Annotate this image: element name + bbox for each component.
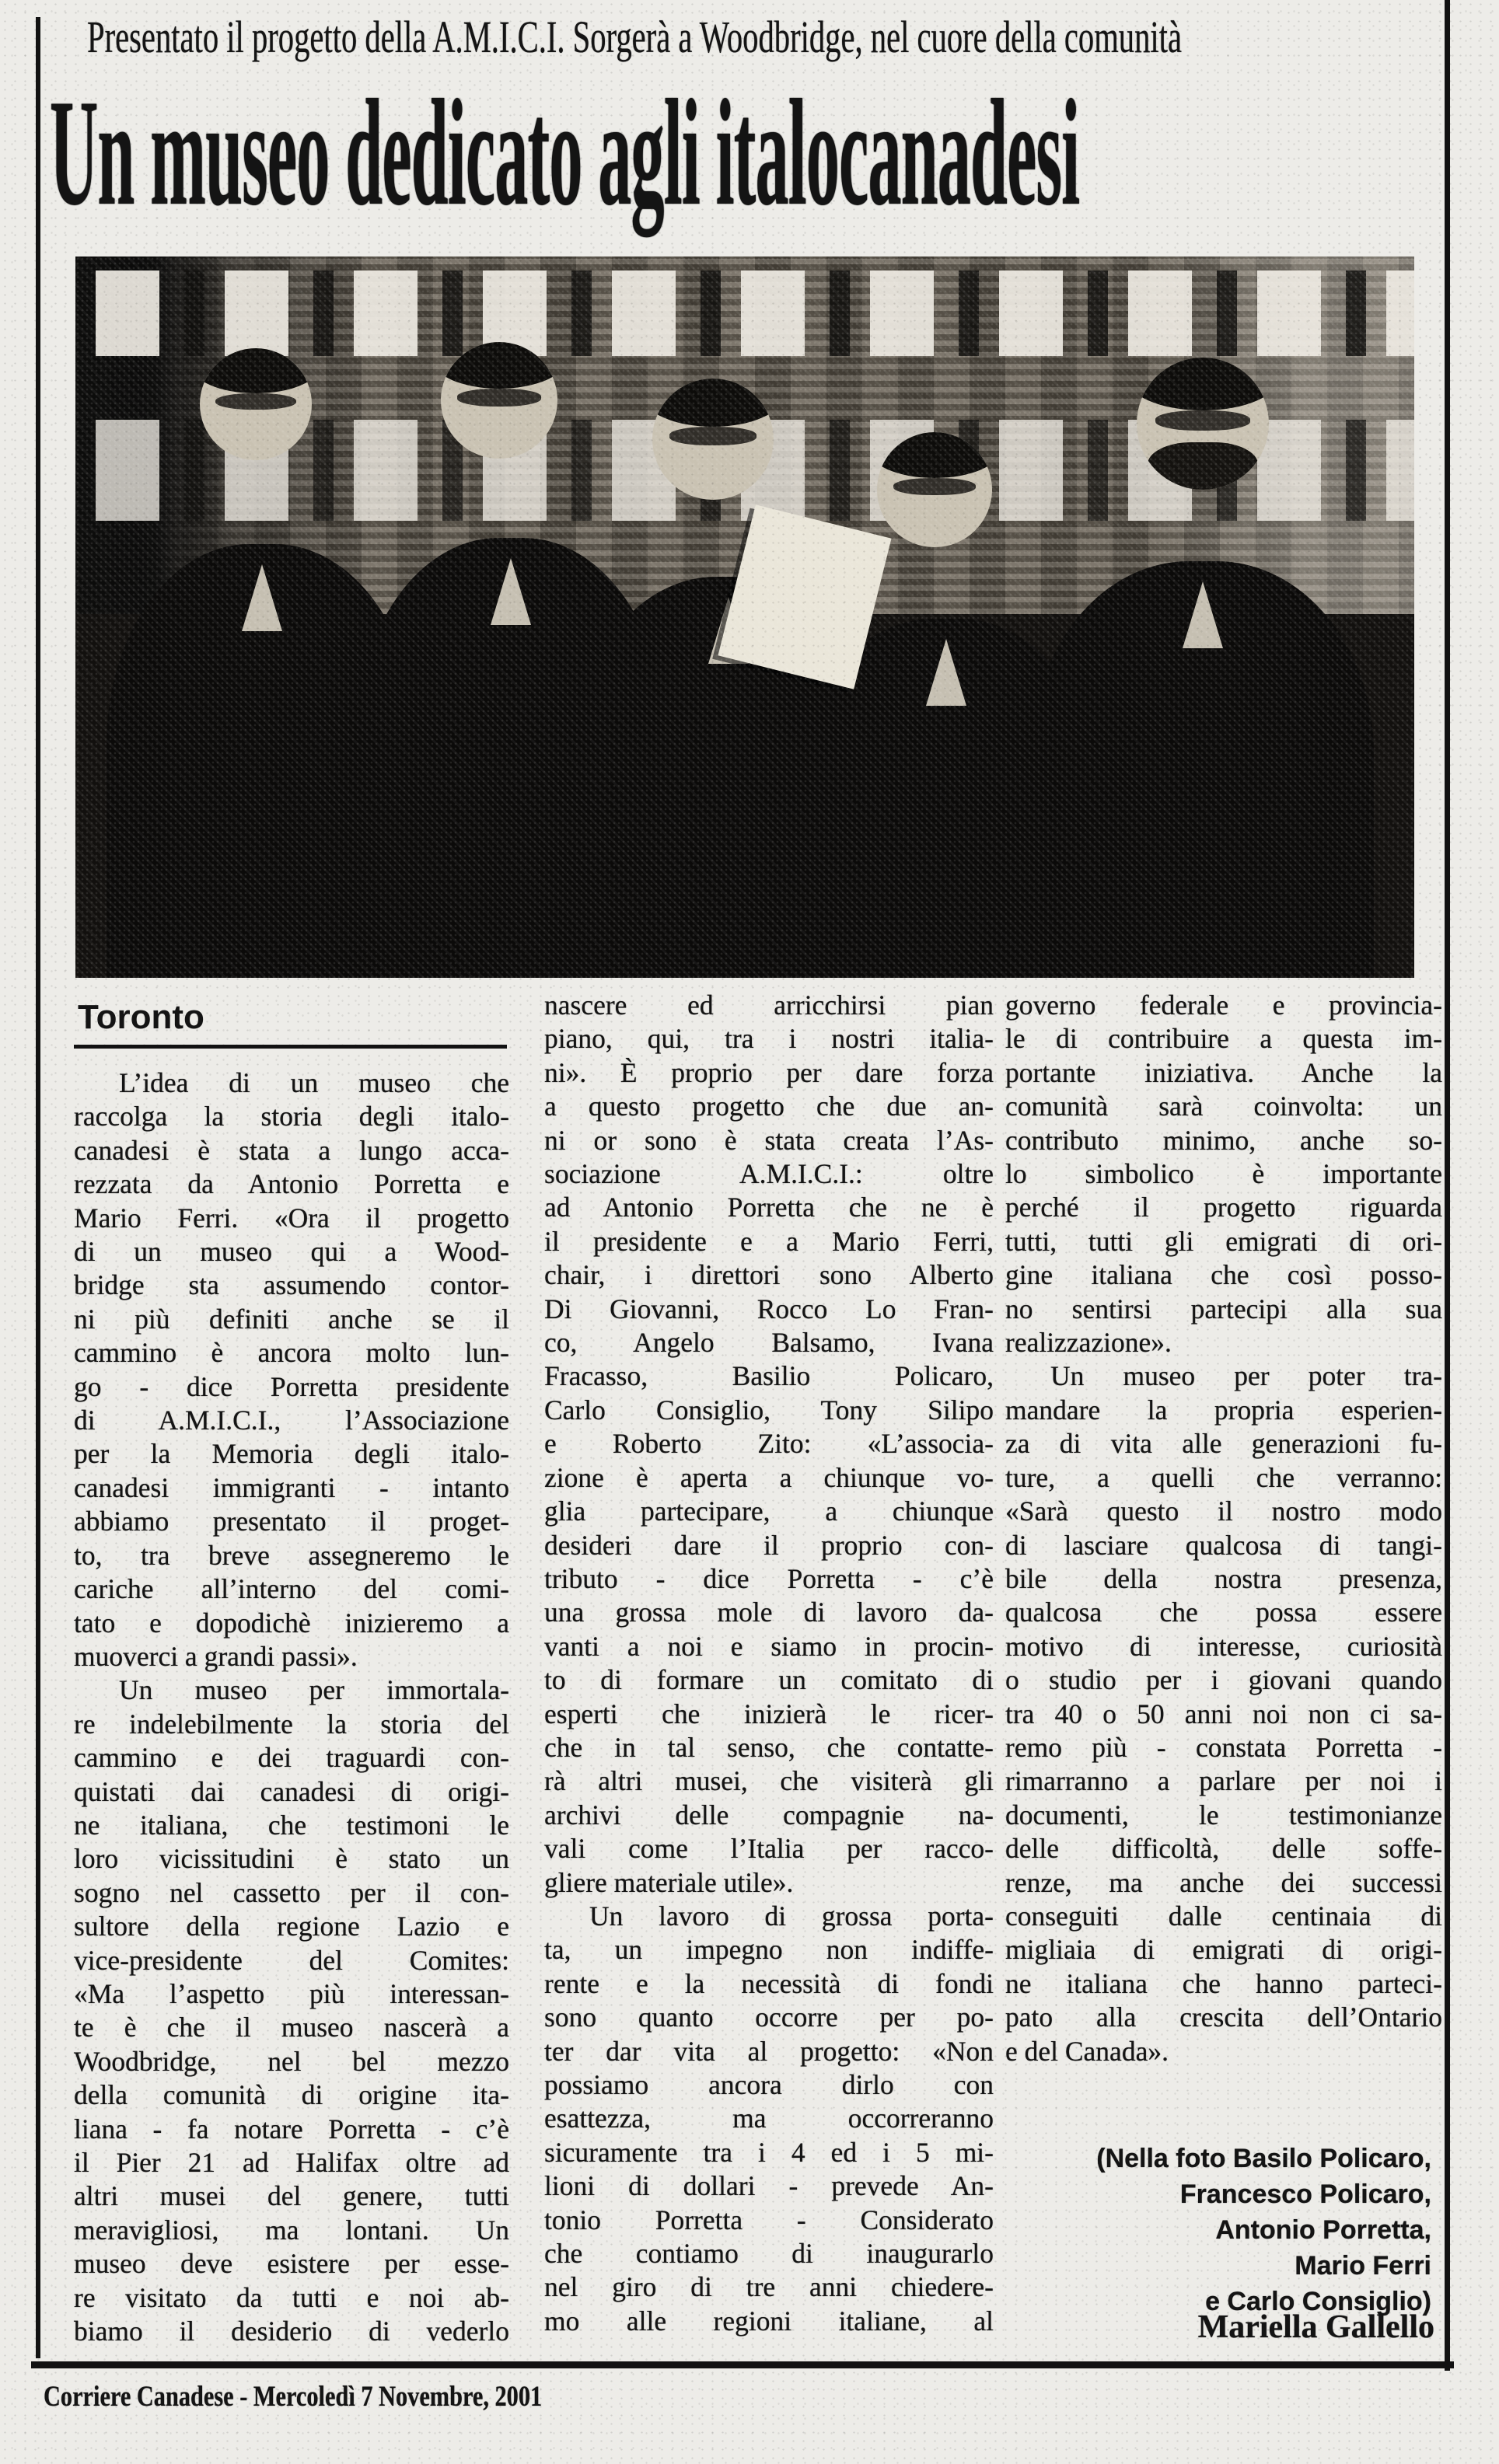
article-column-2 bbox=[544, 989, 994, 2338]
photo-caption bbox=[1005, 2141, 1431, 2319]
text-line: o studio per i giovani quando bbox=[1005, 1664, 1442, 1696]
text-line: tributo - dice Porretta - c’è bbox=[544, 1562, 994, 1594]
text-line: altri musei del genere, tutti bbox=[74, 2180, 509, 2212]
dateline-rule bbox=[74, 1045, 507, 1049]
text-line: rente e la necessità di fondi bbox=[544, 1967, 994, 1999]
text-line: canadesi immigranti - intanto bbox=[74, 1471, 509, 1503]
text-line: desideri dare il proprio con- bbox=[544, 1529, 994, 1561]
text-line: te è che il museo nascerà a bbox=[74, 2012, 509, 2043]
text-line: Un museo per poter tra- bbox=[1050, 1360, 1442, 1392]
text-line: canadesi è stata a lungo acca- bbox=[74, 1134, 509, 1166]
text-line: Di Giovanni, Rocco Lo Fran- bbox=[544, 1293, 994, 1324]
text-line: conseguiti dalle centinaia di bbox=[1005, 1900, 1442, 1932]
text-line: che contiamo di inaugurarlo bbox=[544, 2238, 994, 2270]
newspaper-footer: Corriere Canadese - Mercoledì 7 Novembre, 2001 bbox=[44, 2381, 543, 2413]
text-line: chair, i direttori sono Alberto bbox=[544, 1259, 994, 1291]
left-margin-rule bbox=[36, 17, 40, 2358]
caption-line: Mario Ferri bbox=[1295, 2251, 1431, 2281]
text-line: vice-presidente del Comites: bbox=[74, 1944, 509, 1976]
text-line: tonio Porretta - Considerato bbox=[544, 2204, 994, 2235]
text-line: L’idea di un museo che bbox=[119, 1067, 509, 1098]
eyes bbox=[893, 478, 977, 495]
hair bbox=[1137, 358, 1269, 410]
hair bbox=[652, 379, 774, 427]
text-line: quistati dai canadesi di origi- bbox=[74, 1775, 509, 1807]
text-line: il presidente e a Mario Ferri, bbox=[544, 1225, 994, 1257]
text-line: remo più - constata Porretta - bbox=[1005, 1731, 1442, 1763]
article-bottom-rule bbox=[31, 2361, 1454, 2368]
eyes bbox=[215, 393, 296, 410]
hair bbox=[200, 348, 312, 393]
text-line: tato e dopodichè inizieremo a bbox=[74, 1607, 509, 1639]
text-line: to di formare un comitato di bbox=[544, 1664, 994, 1696]
text-line: tra 40 o 50 anni noi non ci sa- bbox=[1005, 1698, 1442, 1729]
hair bbox=[441, 342, 557, 389]
person-head-2 bbox=[441, 342, 557, 459]
text-line: «Sarà questo il nostro modo bbox=[1005, 1496, 1442, 1527]
window-row bbox=[75, 270, 1414, 356]
text-line: a questo progetto che due an- bbox=[544, 1091, 994, 1122]
text-line: re visitato da tutti e noi ab- bbox=[74, 2281, 509, 2313]
text-line: no sentirsi partecipi alla sua bbox=[1005, 1293, 1442, 1324]
text-line: rezzata da Antonio Porretta e bbox=[74, 1168, 509, 1200]
text-line: comunità sarà coinvolta: un bbox=[1005, 1091, 1442, 1122]
text-line: meravigliosi, ma lontani. Un bbox=[74, 2214, 509, 2246]
kicker: Presentato il progetto della A.M.I.C.I. Sorgerà a Woodbridge, nel cuore della comunità bbox=[87, 12, 1182, 62]
right-margin-rule bbox=[1445, 0, 1450, 2371]
caption-line: Francesco Policaro, bbox=[1179, 2180, 1431, 2209]
text-line: che in tal senso, che contatte- bbox=[544, 1731, 994, 1763]
text-line: liana - fa notare Porretta - c’è bbox=[74, 2113, 509, 2145]
text-line: glia partecipare, a chiunque bbox=[544, 1496, 994, 1527]
text-line: cammino è ancora molto lun- bbox=[74, 1337, 509, 1369]
text-line: «Ma l’aspetto più interessan- bbox=[74, 1977, 509, 2009]
text-line: realizzazione». bbox=[1005, 1327, 1172, 1359]
text-line: lo simbolico è importante bbox=[1005, 1158, 1442, 1190]
text-line: za di vita alle generazioni fu- bbox=[1005, 1428, 1442, 1460]
text-line: ter dar vita al progetto: «Non bbox=[544, 2035, 994, 2067]
text-line: Fracasso, Basilio Policaro, bbox=[544, 1360, 994, 1392]
text-line: possiamo ancora dirlo con bbox=[544, 2069, 994, 2100]
caption-line: e Carlo Consiglio) bbox=[1205, 2287, 1431, 2316]
text-line: migliaia di emigrati di origi- bbox=[1005, 1934, 1442, 1966]
text-line: Un lavoro di grossa porta- bbox=[589, 1900, 994, 1932]
text-line: di un museo qui a Wood- bbox=[74, 1236, 509, 1268]
text-line: abbiamo presentato il proget- bbox=[74, 1506, 509, 1537]
text-line: sicuramente tra i 4 ed i 5 mi- bbox=[544, 2136, 994, 2168]
text-line: rà altri musei, che visiterà gli bbox=[544, 1765, 994, 1797]
text-line: contributo minimo, anche so- bbox=[1005, 1124, 1442, 1156]
text-line: vanti a noi e siamo in procin- bbox=[544, 1630, 994, 1662]
text-line: cariche all’interno del comi- bbox=[74, 1573, 509, 1605]
text-line: Un museo per immortala- bbox=[119, 1674, 509, 1706]
text-line: piano, qui, tra i nostri italia- bbox=[544, 1023, 994, 1055]
text-line: ad Antonio Porretta che ne è bbox=[544, 1192, 994, 1223]
text-line: bridge sta assumendo contor- bbox=[74, 1269, 509, 1301]
text-line: mo alle regioni italiane, al bbox=[544, 2305, 994, 2337]
text-line: qualcosa che possa essere bbox=[1005, 1597, 1442, 1628]
text-line: esattezza, ma occorreranno bbox=[544, 2103, 994, 2134]
text-line: Woodbridge, nel bel mezzo bbox=[74, 2045, 509, 2077]
dateline: Toronto bbox=[78, 998, 204, 1036]
text-line: nel giro di tre anni chiedere- bbox=[544, 2271, 994, 2303]
article-column-1 bbox=[74, 1066, 509, 2348]
text-line: della comunità di origine ita- bbox=[74, 2079, 509, 2111]
text-line: ne italiana che hanno parteci- bbox=[1005, 1967, 1442, 1999]
text-line: bile della nostra presenza, bbox=[1005, 1562, 1442, 1594]
text-line: governo federale e provincia- bbox=[1005, 989, 1442, 1021]
text-line: ni or sono è stata creata l’As- bbox=[544, 1124, 994, 1156]
text-line: pato alla crescita dell’Ontario bbox=[1005, 2002, 1442, 2033]
eyes bbox=[1155, 410, 1250, 431]
text-line: muoverci a grandi passi». bbox=[74, 1640, 358, 1672]
text-line: co, Angelo Balsamo, Ivana bbox=[544, 1327, 994, 1359]
beard bbox=[1148, 442, 1259, 490]
text-line: Mario Ferri. «Ora il progetto bbox=[74, 1202, 509, 1234]
text-line: le di contribuire a questa im- bbox=[1005, 1023, 1442, 1055]
caption-line: Antonio Porretta, bbox=[1215, 2215, 1431, 2245]
person-head-4 bbox=[877, 432, 992, 547]
text-line: esperti che inizierà le ricer- bbox=[544, 1698, 994, 1729]
person-head-5 bbox=[1137, 358, 1269, 490]
text-line: di A.M.I.C.I., l’Associazione bbox=[74, 1405, 509, 1436]
text-line: archivi delle compagnie na- bbox=[544, 1799, 994, 1831]
text-line: to, tra breve assegneremo le bbox=[74, 1539, 509, 1571]
person-head-3 bbox=[652, 379, 774, 500]
text-line: biamo il desiderio di vederlo bbox=[74, 2316, 509, 2347]
text-line: cammino e dei traguardi con- bbox=[74, 1742, 509, 1774]
text-line: Carlo Consiglio, Tony Silipo bbox=[544, 1394, 994, 1426]
eyes bbox=[457, 389, 541, 407]
text-line: loro vicissitudini è stato un bbox=[74, 1843, 509, 1875]
text-line: ni». È proprio per dare forza bbox=[544, 1056, 994, 1088]
text-line: gine italiana che così posso- bbox=[1005, 1259, 1442, 1291]
hair bbox=[877, 432, 992, 478]
text-line: ta, un impegno non indiffe- bbox=[544, 1934, 994, 1966]
caption-line: (Nella foto Basilo Policaro, bbox=[1096, 2144, 1431, 2173]
person-head-1 bbox=[200, 348, 312, 460]
text-line: go - dice Porretta presidente bbox=[74, 1370, 509, 1402]
person-silhouette-5 bbox=[1032, 561, 1374, 978]
article-photo bbox=[75, 257, 1414, 978]
text-line: di lasciare qualcosa di tangi- bbox=[1005, 1529, 1442, 1561]
text-line: perché il progetto riguarda bbox=[1005, 1192, 1442, 1223]
text-line: lioni di dollari - prevede An- bbox=[544, 2170, 994, 2202]
text-line: e Roberto Zito: «L’associa- bbox=[544, 1428, 994, 1460]
text-line: e del Canada». bbox=[1005, 2035, 1169, 2067]
eyes bbox=[669, 427, 756, 445]
article-column-3 bbox=[1005, 989, 1442, 2068]
text-line: una grossa mole di lavoro da- bbox=[544, 1597, 994, 1628]
text-line: mandare la propria esperien- bbox=[1005, 1394, 1442, 1426]
text-line: raccolga la storia degli italo- bbox=[74, 1101, 509, 1133]
text-line: per la Memoria degli italo- bbox=[74, 1438, 509, 1470]
text-line: ture, a quelli che verranno: bbox=[1005, 1461, 1442, 1493]
text-line: vali come l’Italia per racco- bbox=[544, 1833, 994, 1865]
text-line: il Pier 21 ad Halifax oltre ad bbox=[74, 2147, 509, 2178]
text-line: portante iniziativa. Anche la bbox=[1005, 1056, 1442, 1088]
text-line: re indelebilmente la storia del bbox=[74, 1708, 509, 1740]
text-line: ne italiana, che testimoni le bbox=[74, 1809, 509, 1841]
text-line: delle difficoltà, delle soffe- bbox=[1005, 1833, 1442, 1865]
byline: Mariella Gallello bbox=[1197, 2309, 1434, 2345]
text-line: sociazione A.M.I.C.I.: oltre bbox=[544, 1158, 994, 1190]
text-line: sono quanto occorre per po- bbox=[544, 2002, 994, 2033]
text-line: museo deve esistere per esse- bbox=[74, 2248, 509, 2280]
text-line: motivo di interesse, curiosità bbox=[1005, 1630, 1442, 1662]
text-line: renze, ma anche dei successi bbox=[1005, 1866, 1442, 1898]
headline: Un museo dedicato agli italocanadesi bbox=[50, 68, 1080, 237]
text-line: zione è aperta a chiunque vo- bbox=[544, 1461, 994, 1493]
text-line: documenti, le testimonianze bbox=[1005, 1799, 1442, 1831]
text-line: ni più definiti anche se il bbox=[74, 1303, 509, 1335]
text-line: sogno nel cassetto per il con- bbox=[74, 1876, 509, 1908]
text-line: rimarranno a parlare per noi i bbox=[1005, 1765, 1442, 1797]
text-line: gliere materiale utile». bbox=[544, 1866, 794, 1898]
text-line: nascere ed arricchirsi pian bbox=[544, 989, 994, 1021]
text-line: sultore della regione Lazio e bbox=[74, 1911, 509, 1942]
text-line: tutti, tutti gli emigrati di ori- bbox=[1005, 1225, 1442, 1257]
